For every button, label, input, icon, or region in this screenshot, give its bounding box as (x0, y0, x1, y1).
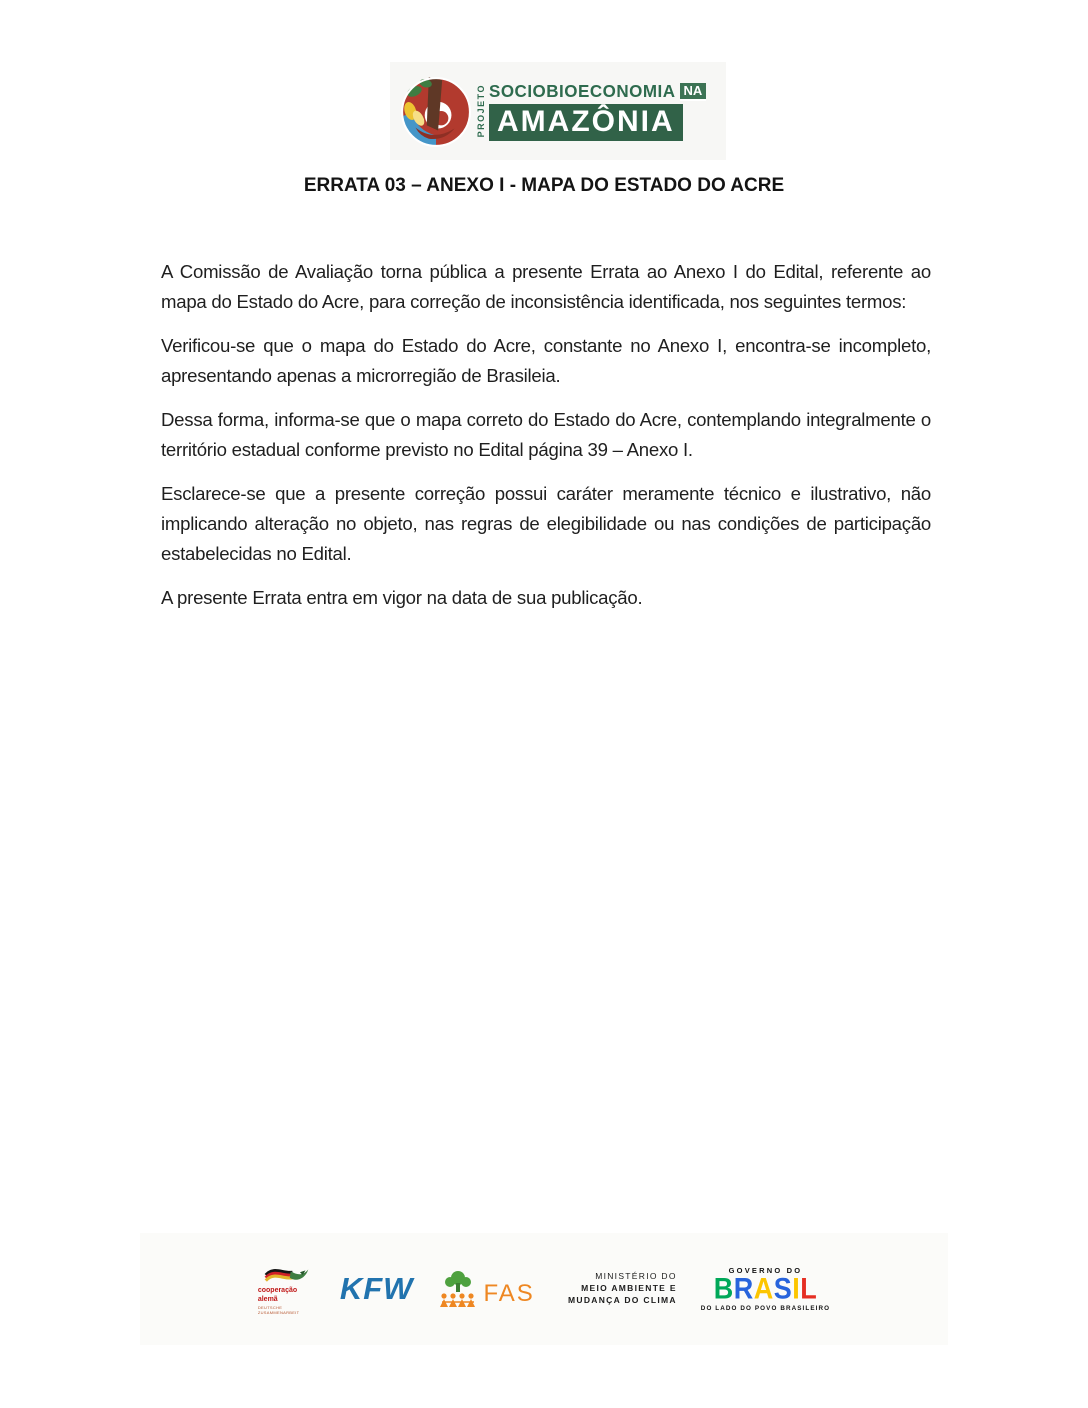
governo-do-label: GOVERNO DO (728, 1266, 803, 1276)
paragraph-effective-date: A presente Errata entra em vigor na data de sua publicação. (161, 587, 643, 608)
ministry-environment-logo (559, 1271, 677, 1307)
kfw-logo: KFW (339, 1271, 414, 1306)
project-logo-icon (398, 74, 472, 148)
german-flag-ribbon-icon (262, 1263, 312, 1287)
cooperation-sublabel: DEUTSCHE ZUSAMMENARBEIT (257, 1304, 300, 1315)
projeto-vertical-label: PROJETO (476, 84, 486, 138)
document-body (161, 257, 931, 627)
fas-label: FAS (483, 1280, 535, 1307)
cooperation-label-2: alemã (257, 1295, 278, 1303)
ministry-line-1: MINISTÉRIO DO (595, 1271, 677, 1281)
logo-wordmark (489, 82, 706, 141)
ministry-line-3: MUDANÇA DO CLIMA (568, 1295, 677, 1305)
project-logo (390, 62, 726, 160)
footer-logo-strip (140, 1233, 948, 1345)
fas-tree-people-icon (437, 1269, 479, 1309)
paragraph-intro: A Comissão de Avaliação torna pública a presente Errata ao Anexo I do Edital, referente ao mapa do Estado do Acre, para correção de inconsistência identificada, nos seguintes termos: (161, 261, 931, 312)
page-title: ERRATA 03 – ANEXO I - MAPA DO ESTADO DO ACRE (303, 175, 785, 196)
paragraph-verification: Verificou-se que o mapa do Estado do Acre, constante no Anexo I, encontra-se incompleto, apresentando apenas a microrregião de Brasileia. (161, 335, 931, 386)
fas-logo (437, 1269, 534, 1309)
brasil-tagline: DO LADO DO POVO BRASILEIRO (700, 1304, 831, 1312)
paragraph-correction: Dessa forma, informa-se que o mapa correto do Estado do Acre, contemplando integralmente o território estadual conforme previsto no Edital página 39 – Anexo I. (161, 409, 931, 460)
ministry-line-2: MEIO AMBIENTE E (581, 1283, 677, 1293)
governo-do-brasil-logo (701, 1266, 830, 1311)
brasil-wordmark: BRASIL (713, 1273, 818, 1306)
cooperation-label: cooperação (257, 1287, 298, 1295)
logo-amazonia-banner: AMAZÔNIA (489, 104, 683, 141)
german-cooperation-logo (258, 1263, 316, 1314)
paragraph-clarification: Esclarece-se que a presente correção possui caráter meramente técnico e ilustrativo, não implicando alteração no objeto, nas regras de elegibilidade ou nas condições de participação estabelecidas no Edital. (161, 483, 931, 564)
logo-na-badge: NA (680, 83, 707, 101)
logo-sociobioeconomia-label: SOCIOBIOECONOMIA (489, 81, 676, 101)
